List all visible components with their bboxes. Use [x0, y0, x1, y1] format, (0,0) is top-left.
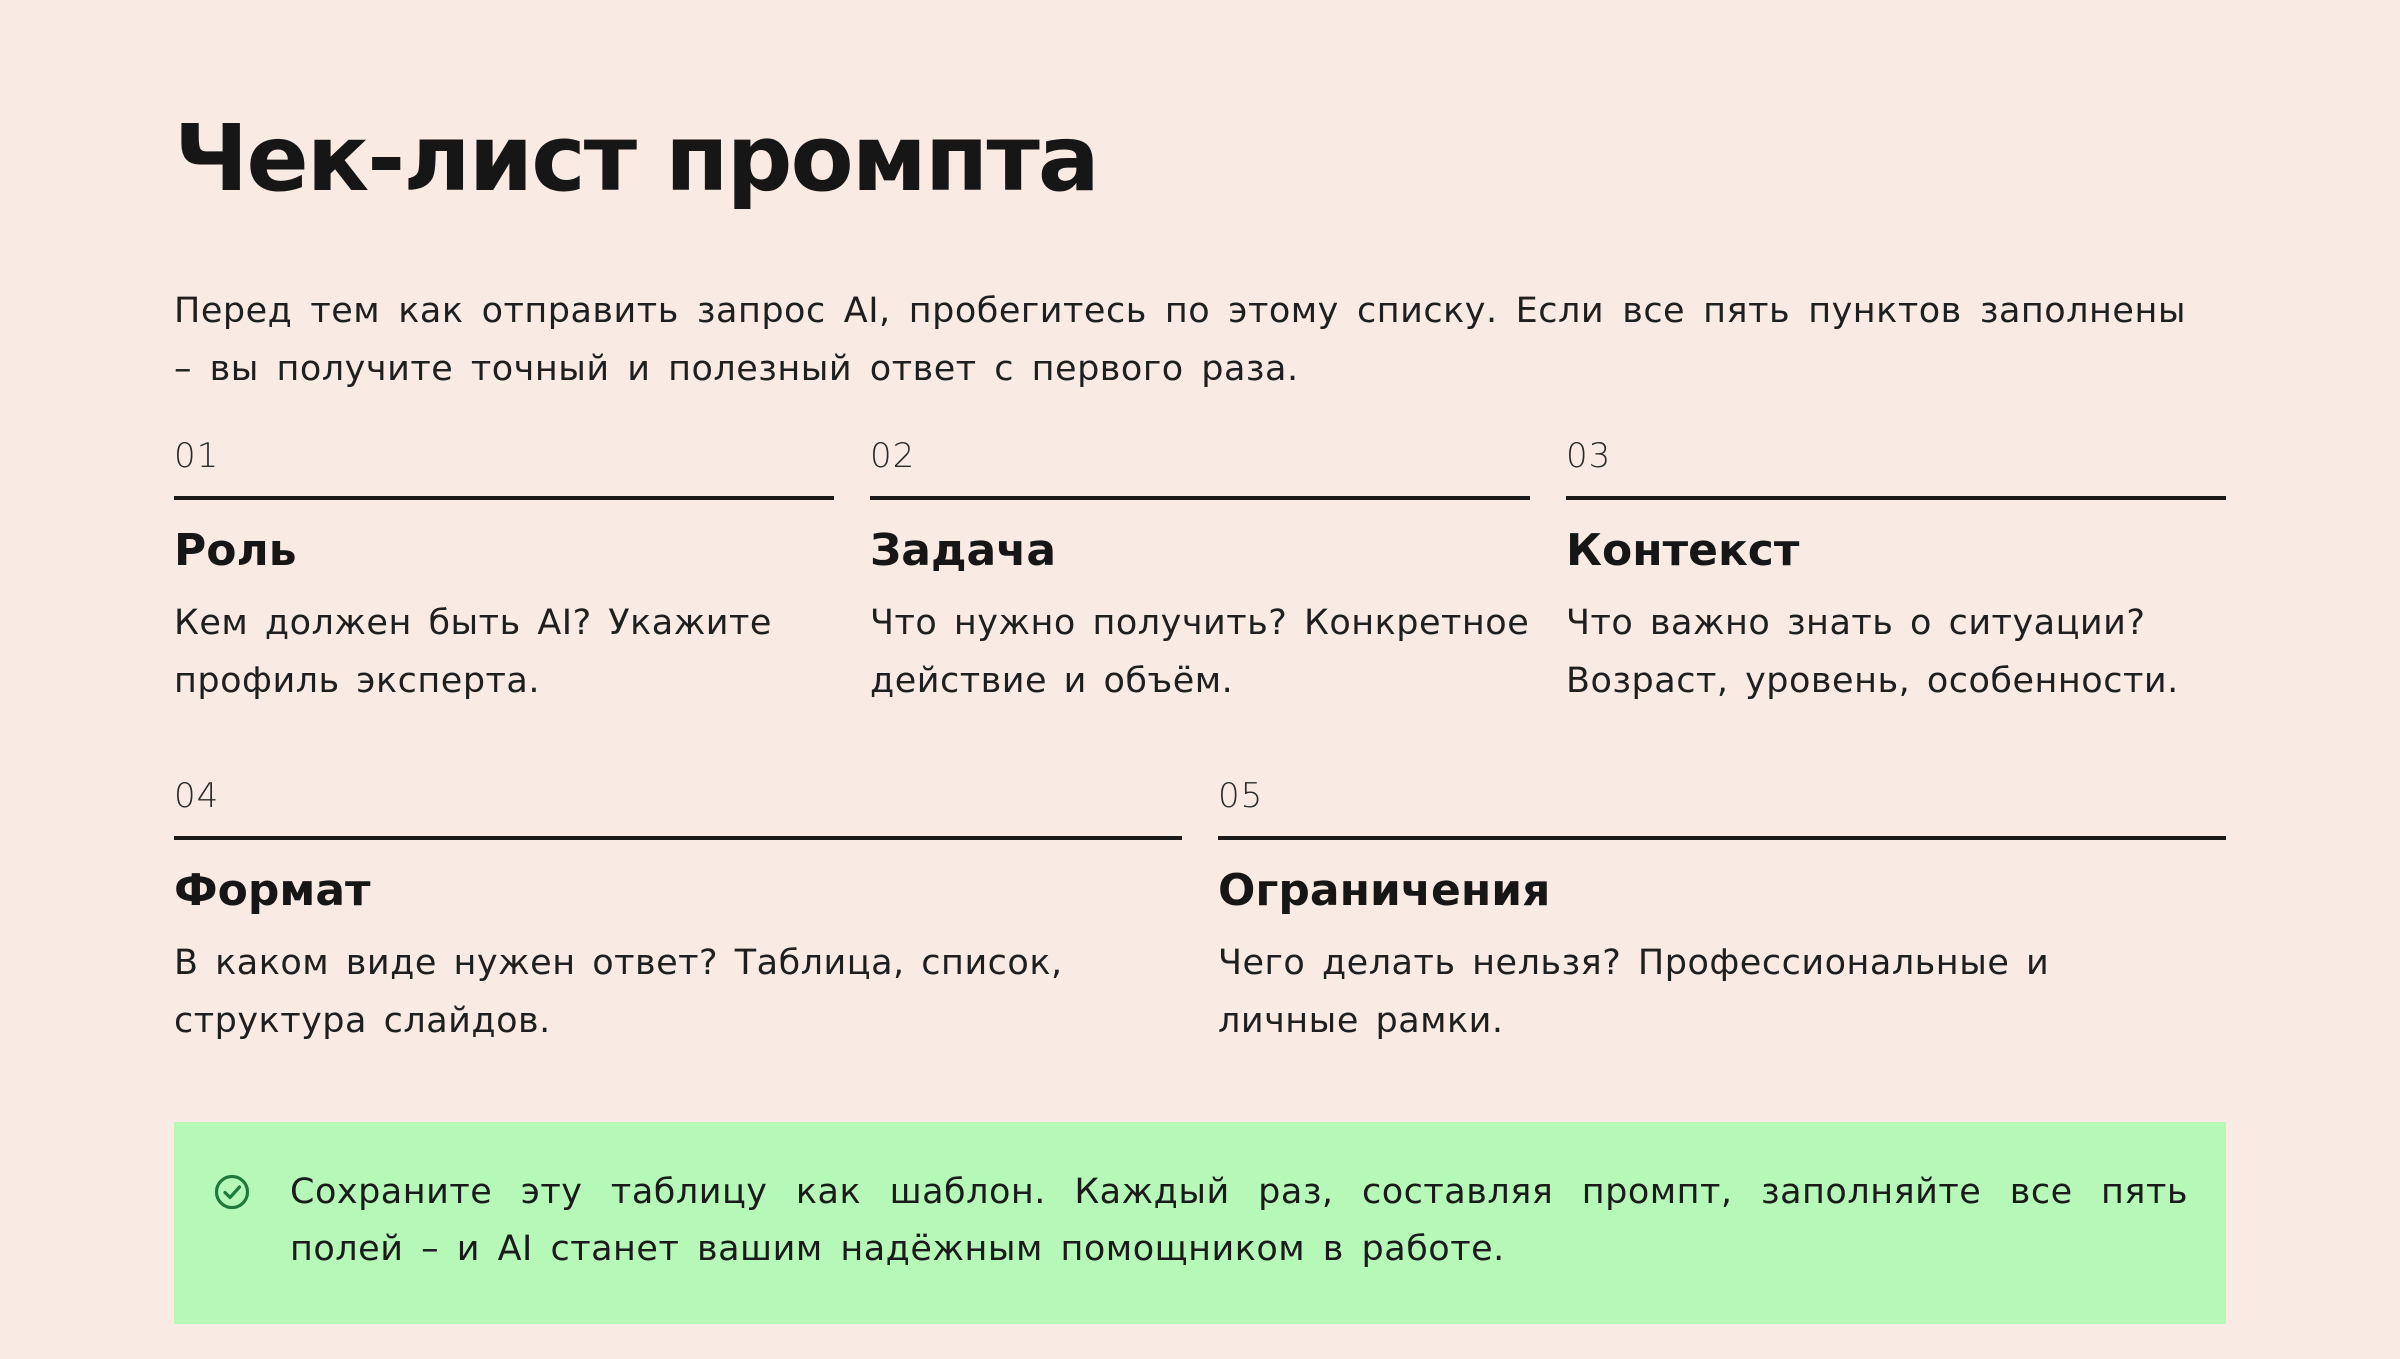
checklist-item-format: [174, 776, 1182, 1050]
item-heading: Формат: [174, 865, 371, 916]
tip-callout: [174, 1122, 2226, 1324]
item-heading: Ограничения: [1218, 865, 1551, 916]
page-title: Чек-лист промпта: [174, 105, 1098, 212]
checklist-item-constraints: [1218, 776, 2226, 1050]
tip-text: Сохраните эту таблицу как шаблон. Каждый раз, составляя промпт, заполняйте все пять полей – и AI станет вашим надёжным помощником в работе.: [290, 1172, 2188, 1269]
item-heading: Контекст: [1566, 525, 1800, 576]
intro-text: Перед тем как отправить запрос AI, пробегитесь по этому списку. Если все пять пунктов заполнены – вы получите точный и полезный ответ с первого раза.: [174, 291, 2186, 389]
item-description: В каком виде нужен ответ? Таблица, список, структура слайдов.: [174, 943, 1063, 1041]
divider: [1218, 836, 2226, 840]
item-number: 02: [870, 436, 916, 476]
item-heading: Роль: [174, 525, 297, 576]
item-description: Что важно знать о ситуации? Возраст, уровень, особенности.: [1566, 603, 2179, 701]
check-circle-icon: [212, 1172, 252, 1212]
checklist-item-task: [870, 436, 1530, 710]
item-number: 04: [174, 776, 220, 816]
divider: [1566, 496, 2226, 500]
item-number: 03: [1566, 436, 1612, 476]
item-description: Чего делать нельзя? Профессиональные и личные рамки.: [1218, 943, 2050, 1041]
item-number: 01: [174, 436, 220, 476]
item-number: 05: [1218, 776, 1264, 816]
divider: [870, 496, 1530, 500]
item-description: Кем должен быть AI? Укажите профиль эксперта.: [174, 603, 772, 701]
item-heading: Задача: [870, 525, 1057, 576]
checklist-item-context: [1566, 436, 2226, 710]
slide: [174, 0, 2226, 1359]
item-description: Что нужно получить? Конкретное действие и объём.: [870, 603, 1530, 701]
checklist-item-role: [174, 436, 834, 710]
divider: [174, 836, 1182, 840]
divider: [174, 496, 834, 500]
